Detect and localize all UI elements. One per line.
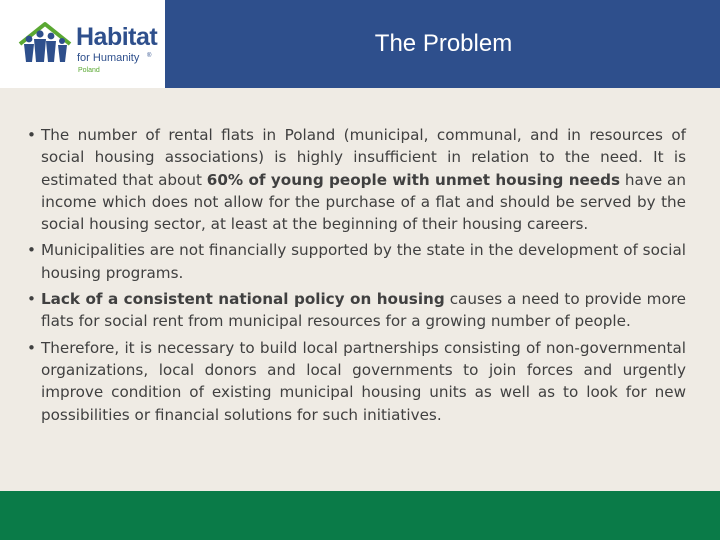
bullet-icon: • bbox=[27, 338, 36, 357]
bullet-list bbox=[25, 124, 686, 426]
bullet-icon: • bbox=[27, 241, 36, 260]
bullet-text: The number of rental flats in Poland (municipal, communal, and in resources of social housing associations) is highly insufficient in relation to the need. It is estimated that about bbox=[41, 126, 686, 189]
content-area bbox=[25, 124, 686, 430]
bullet-emphasis: Lack of a consistent national policy on housing bbox=[41, 290, 445, 309]
logo-name: Habitat bbox=[76, 23, 158, 51]
bullet-item bbox=[25, 288, 686, 333]
page-title: The Problem bbox=[374, 30, 513, 57]
bullet-text: Municipalities are not financially supported by the state in the development of social housing programs. bbox=[41, 241, 686, 282]
footer-bar bbox=[0, 491, 720, 540]
bullet-item bbox=[25, 124, 686, 235]
bullet-icon: • bbox=[27, 126, 36, 144]
bullet-text: Therefore, it is necessary to build local partnerships consisting of non-governmental organizations, local donors and local governments to join forces and urgently improve condition of existing municipal housing units as well as to look for new possibilities or financial solutions for such initiatives. bbox=[41, 338, 686, 424]
logo-tagline: for Humanity bbox=[77, 52, 140, 64]
bullet-text: have an income which does not allow for the purchase of a flat and should be served by the social housing sector, at least at the beginning of their housing careers. bbox=[41, 170, 686, 234]
title-bar bbox=[165, 0, 720, 88]
bullet-item bbox=[25, 337, 686, 426]
bullet-emphasis: 60% of young people with unmet housing needs bbox=[206, 170, 621, 189]
logo bbox=[0, 0, 165, 88]
logo-registered-mark: ® bbox=[147, 53, 152, 59]
bullet-icon: • bbox=[27, 290, 36, 309]
habitat-house-people-icon bbox=[18, 20, 72, 64]
logo-country: Poland bbox=[78, 67, 100, 74]
bullet-item bbox=[25, 239, 686, 284]
bullet-text: causes a need to provide more flats for social rent from municipal resources for a growing number of people. bbox=[41, 290, 686, 331]
